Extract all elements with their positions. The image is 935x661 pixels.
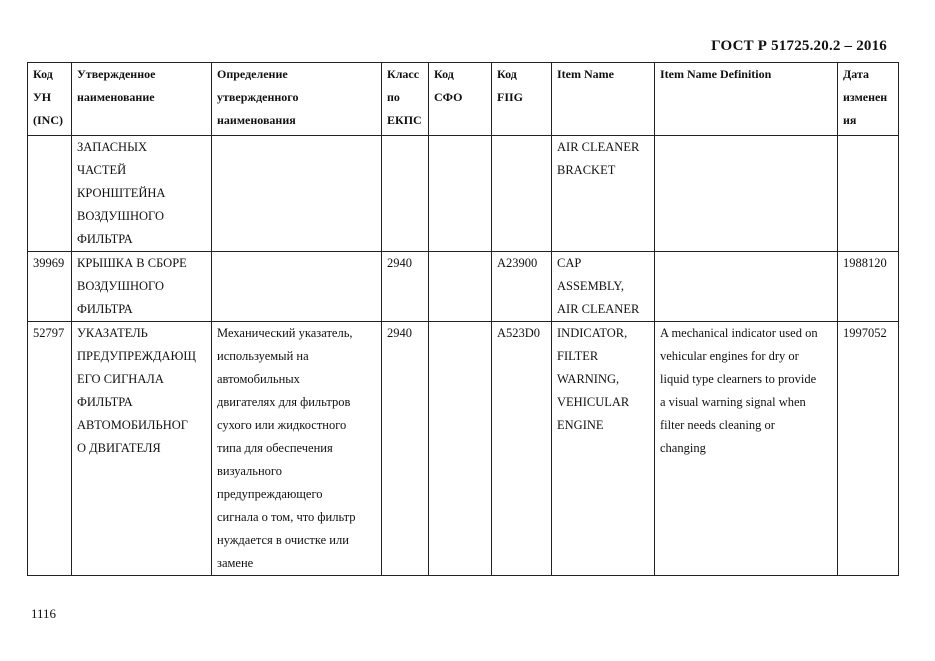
cell-item-name-definition: A mechanical indicator used on vehicular engines for dry or liquid type clearners to provide a visual warning signal when filter needs cleaning or changing xyxy=(655,322,838,576)
cell-change-date xyxy=(838,136,899,252)
header-inc: Код УН (INC) xyxy=(28,63,72,136)
cell-fiig-code: A23900 xyxy=(492,252,552,322)
table-row xyxy=(28,322,899,576)
header-item-name: Item Name xyxy=(552,63,655,136)
nomenclature-table xyxy=(27,62,899,576)
page-number: 1116 xyxy=(31,606,57,621)
cell-item-name: INDICATOR, FILTER WARNING, VEHICULAR ENGINE xyxy=(552,322,655,576)
cell-inc: 52797 xyxy=(28,322,72,576)
header-approved-name: Утвержденное наименование xyxy=(72,63,212,136)
header-item-name-definition: Item Name Definition xyxy=(655,63,838,136)
cell-sfo-code xyxy=(429,322,492,576)
table-row xyxy=(28,136,899,252)
cell-item-name-definition xyxy=(655,252,838,322)
cell-sfo-code xyxy=(429,136,492,252)
cell-fiig-code xyxy=(492,136,552,252)
cell-inc: 39969 xyxy=(28,252,72,322)
cell-item-name: CAP ASSEMBLY, AIR CLEANER xyxy=(552,252,655,322)
cell-fiig-code: A523D0 xyxy=(492,322,552,576)
table-row xyxy=(28,252,899,322)
cell-approved-name: КРЫШКА В СБОРЕ ВОЗДУШНОГО ФИЛЬТРА xyxy=(72,252,212,322)
cell-sfo-code xyxy=(429,252,492,322)
cell-change-date: 1997052 xyxy=(838,322,899,576)
header-definition: Определение утвержденного наименования xyxy=(212,63,382,136)
header-sfo-code: Код СФО xyxy=(429,63,492,136)
cell-definition: Механический указатель, используемый на автомобильных двигателях для фильтров сухого или жидкостного типа для обеспечения визуального предупреждающего сигнала о том, что фильтр нуждается в очистке или замене xyxy=(212,322,382,576)
cell-item-name-definition xyxy=(655,136,838,252)
cell-ekps-class xyxy=(382,136,429,252)
cell-approved-name: ЗАПАСНЫХ ЧАСТЕЙ КРОНШТЕЙНА ВОЗДУШНОГО ФИЛЬТРА xyxy=(72,136,212,252)
cell-approved-name: УКАЗАТЕЛЬ ПРЕДУПРЕЖДАЮЩ ЕГО СИГНАЛА ФИЛЬТРА АВТОМОБИЛЬНОГ О ДВИГАТЕЛЯ xyxy=(72,322,212,576)
table-header-row xyxy=(28,63,899,136)
cell-ekps-class: 2940 xyxy=(382,252,429,322)
header-change-date: Дата изменен ия xyxy=(838,63,899,136)
cell-change-date: 1988120 xyxy=(838,252,899,322)
cell-ekps-class: 2940 xyxy=(382,322,429,576)
cell-item-name: AIR CLEANER BRACKET xyxy=(552,136,655,252)
cell-inc xyxy=(28,136,72,252)
header-fiig-code: Код FIIG xyxy=(492,63,552,136)
cell-definition xyxy=(212,252,382,322)
cell-definition xyxy=(212,136,382,252)
header-ekps-class: Класс по ЕКПС xyxy=(382,63,429,136)
document-title: ГОСТ Р 51725.20.2 – 2016 xyxy=(711,38,887,54)
